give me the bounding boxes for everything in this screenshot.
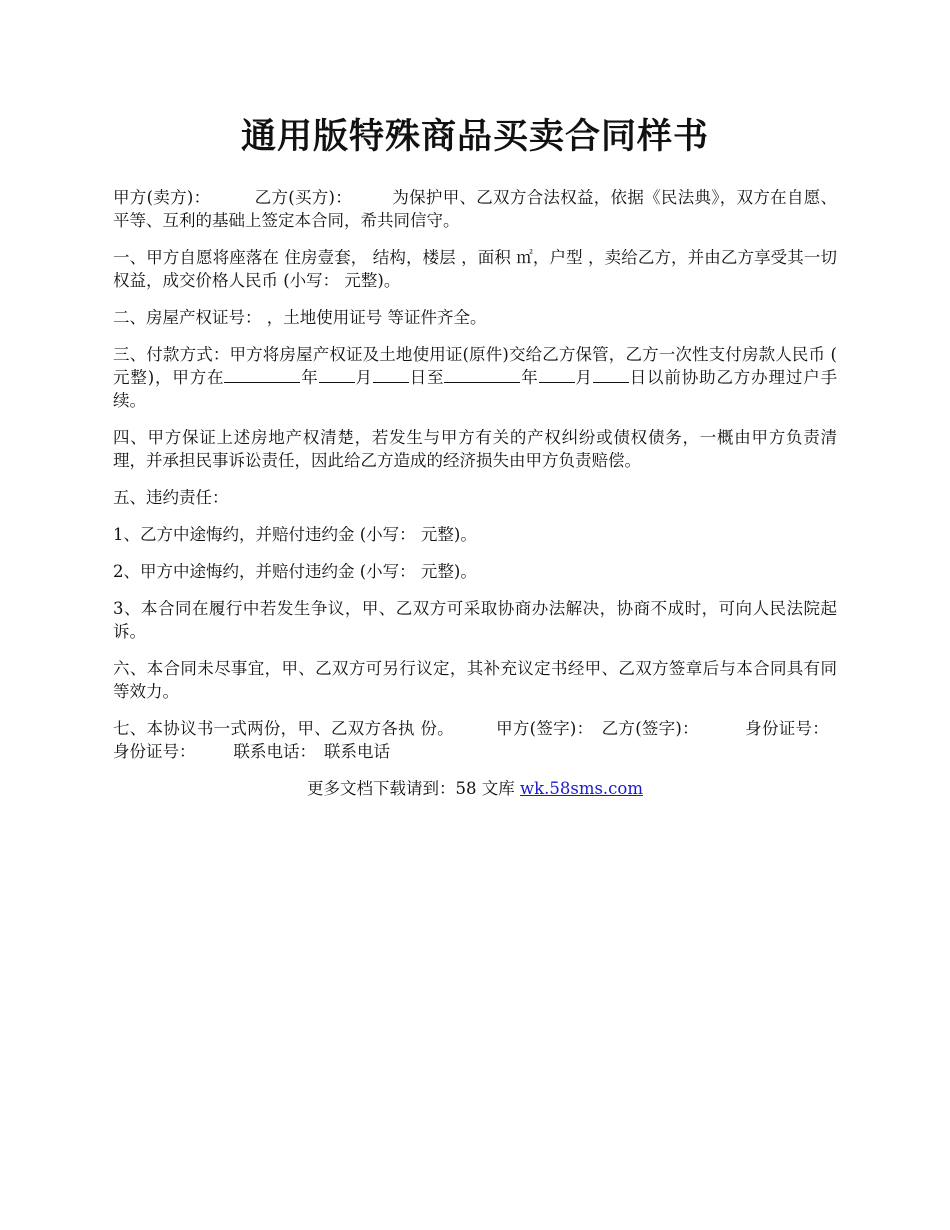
blank-line — [319, 366, 355, 383]
blank-line — [373, 366, 409, 383]
party-a-label: 甲方(卖方)： — [113, 188, 211, 207]
footer-text: 更多文档下载请到：58 文库 — [306, 779, 520, 798]
clause-7-text: 七、本协议书一式两份，甲、乙双方各执 份。 — [113, 719, 454, 738]
footer — [113, 777, 837, 800]
blank-line — [224, 366, 300, 383]
clause-2: 二、房屋产权证号： ，土地使用证号 等证件齐全。 — [113, 308, 487, 327]
clause-3-lead: 三、付款方式：甲方将房屋产权证及土地使用证(原件)交给乙方保管，乙方一次性支付房款人民币 ( 元整)，甲方在 — [113, 345, 837, 387]
clause-4: 四、甲方保证上述房地产权清楚，若发生与甲方有关的产权纠纷或债权债务，一概由甲方负责清理，并承担民事诉讼责任，因此给乙方造成的经济损失由甲方负责赔偿。 — [113, 428, 837, 470]
clause-6: 六、本合同未尽事宜，甲、乙双方可另行议定，其补充议定书经甲、乙双方签章后与本合同具有同等效力。 — [113, 659, 837, 701]
clause-5-2: 2、甲方中途悔约，并赔付违约金 (小写： 元整)。 — [113, 562, 477, 581]
intro-paragraph — [113, 186, 837, 232]
id-b-label: 身份证号： — [113, 742, 196, 761]
sign-b-label: 乙方(签字)： — [601, 719, 699, 738]
clause-1: 一、甲方自愿将座落在 住房壹套， 结构，楼层 ，面积 ㎡，户型 ，卖给乙方，并由乙方享受其一切权益，成交价格人民币 (小写： 元整)。 — [113, 248, 837, 290]
clause-3 — [113, 343, 837, 412]
month-label: 月 — [354, 368, 373, 387]
clause-5-3: 3、本合同在履行中若发生争议，甲、乙双方可采取协商办法解决，协商不成时，可向人民法院起诉。 — [113, 599, 837, 641]
phone-a-label: 联系电话： — [233, 742, 316, 761]
month-label: 月 — [574, 368, 593, 387]
day-to-label: 日至 — [408, 368, 445, 387]
clause-3-tail: 日以前协助乙方办理过户手续。 — [113, 368, 838, 410]
blank-line — [444, 366, 520, 383]
clause-5: 五、违约责任： — [113, 488, 229, 507]
blank-line — [593, 366, 629, 383]
id-a-label: 身份证号： — [744, 719, 830, 738]
clause-5-1: 1、乙方中途悔约，并赔付违约金 (小写： 元整)。 — [113, 525, 477, 544]
footer-link[interactable]: wk.58sms.com — [519, 779, 643, 798]
sign-a-label: 甲方(签字)： — [495, 719, 594, 738]
phone-b-label: 联系电话 — [324, 742, 390, 761]
blank-line — [539, 366, 575, 383]
intro-text: 为保护甲、乙双方合法权益，依据《民法典》，双方在自愿、平等、互利的基础上签定本合同，希共同信守。 — [113, 188, 838, 230]
party-b-label: 乙方(买方)： — [254, 188, 353, 207]
document-title: 通用版特殊商品买卖合同样书 — [240, 116, 709, 157]
clause-7 — [113, 717, 837, 763]
year-label: 年 — [520, 368, 539, 387]
year-label: 年 — [300, 368, 319, 387]
